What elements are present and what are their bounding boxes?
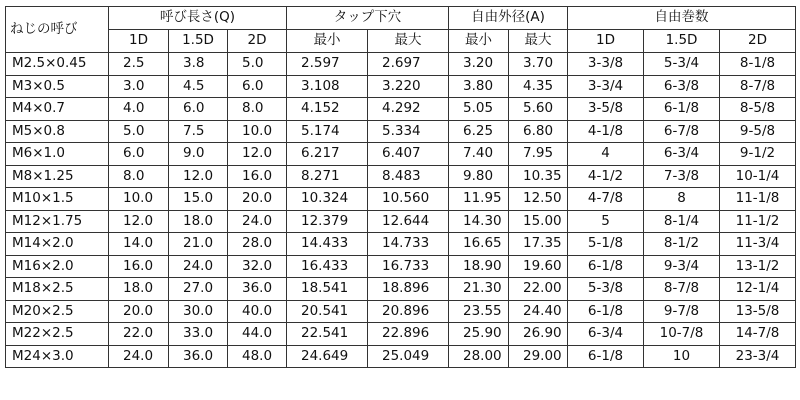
length-2d-cell: 28.0	[228, 233, 287, 256]
header-sub-row	[6, 30, 796, 53]
thread-size-cell: M4×0.7	[6, 98, 109, 121]
table-row	[6, 233, 796, 256]
tap-max-cell: 18.896	[368, 278, 449, 301]
tap-max-cell: 4.292	[368, 98, 449, 121]
diameter-max-cell: 12.50	[509, 188, 568, 211]
subheader-length-1-5d: 1.5D	[169, 30, 228, 53]
table-row	[6, 278, 796, 301]
length-2d-cell: 32.0	[228, 255, 287, 278]
length-1-5d-cell: 12.0	[169, 165, 228, 188]
table-row	[6, 143, 796, 166]
coils-2d-cell: 8-1/8	[720, 53, 796, 76]
length-1d-cell: 3.0	[109, 75, 169, 98]
subheader-tap-max: 最大	[368, 30, 449, 53]
length-1d-cell: 14.0	[109, 233, 169, 256]
diameter-min-cell: 11.95	[449, 188, 509, 211]
tap-min-cell: 5.174	[287, 120, 368, 143]
diameter-max-cell: 22.00	[509, 278, 568, 301]
coils-1-5d-cell: 9-3/4	[644, 255, 720, 278]
subheader-diameter-max: 最大	[509, 30, 568, 53]
coils-1d-cell: 4-1/8	[568, 120, 644, 143]
length-1d-cell: 18.0	[109, 278, 169, 301]
length-2d-cell: 20.0	[228, 188, 287, 211]
table-row	[6, 120, 796, 143]
tap-max-cell: 25.049	[368, 345, 449, 368]
subheader-length-2d: 2D	[228, 30, 287, 53]
tap-min-cell: 3.108	[287, 75, 368, 98]
thread-size-cell: M22×2.5	[6, 323, 109, 346]
coils-1d-cell: 6-1/8	[568, 345, 644, 368]
thread-size-header: ねじの呼び	[6, 7, 109, 53]
length-2d-cell: 36.0	[228, 278, 287, 301]
coils-2d-cell: 23-3/4	[720, 345, 796, 368]
diameter-min-cell: 28.00	[449, 345, 509, 368]
length-1-5d-cell: 18.0	[169, 210, 228, 233]
coils-2d-cell: 12-1/4	[720, 278, 796, 301]
thread-size-cell: M16×2.0	[6, 255, 109, 278]
diameter-max-cell: 6.80	[509, 120, 568, 143]
length-2d-cell: 12.0	[228, 143, 287, 166]
coils-1d-cell: 5-1/8	[568, 233, 644, 256]
coils-1-5d-cell: 6-3/8	[644, 75, 720, 98]
table-row	[6, 188, 796, 211]
subheader-coils-1-5d: 1.5D	[644, 30, 720, 53]
length-1d-cell: 6.0	[109, 143, 169, 166]
coils-1d-cell: 6-1/8	[568, 300, 644, 323]
length-1d-cell: 8.0	[109, 165, 169, 188]
diameter-min-cell: 21.30	[449, 278, 509, 301]
length-1-5d-cell: 30.0	[169, 300, 228, 323]
coils-1d-cell: 6-1/8	[568, 255, 644, 278]
subheader-coils-2d: 2D	[720, 30, 796, 53]
coils-1-5d-cell: 8-1/4	[644, 210, 720, 233]
coils-1d-cell: 3-3/8	[568, 53, 644, 76]
tap-min-cell: 20.541	[287, 300, 368, 323]
length-1d-cell: 4.0	[109, 98, 169, 121]
length-1d-cell: 24.0	[109, 345, 169, 368]
length-1-5d-cell: 9.0	[169, 143, 228, 166]
diameter-max-cell: 7.95	[509, 143, 568, 166]
length-2d-cell: 6.0	[228, 75, 287, 98]
header-group-row	[6, 7, 796, 30]
diameter-min-cell: 7.40	[449, 143, 509, 166]
coils-1-5d-cell: 5-3/4	[644, 53, 720, 76]
tap-max-cell: 8.483	[368, 165, 449, 188]
length-1d-cell: 20.0	[109, 300, 169, 323]
thread-size-cell: M24×3.0	[6, 345, 109, 368]
subheader-length-1d: 1D	[109, 30, 169, 53]
tap-min-cell: 18.541	[287, 278, 368, 301]
tap-min-cell: 16.433	[287, 255, 368, 278]
coils-1d-cell: 6-3/4	[568, 323, 644, 346]
table-row	[6, 323, 796, 346]
diameter-max-cell: 5.60	[509, 98, 568, 121]
diameter-min-cell: 14.30	[449, 210, 509, 233]
length-1-5d-cell: 4.5	[169, 75, 228, 98]
table-row	[6, 75, 796, 98]
tap-max-cell: 22.896	[368, 323, 449, 346]
length-2d-cell: 24.0	[228, 210, 287, 233]
length-1d-cell: 2.5	[109, 53, 169, 76]
table-body	[6, 53, 796, 368]
diameter-max-cell: 17.35	[509, 233, 568, 256]
tap-min-cell: 22.541	[287, 323, 368, 346]
diameter-min-cell: 23.55	[449, 300, 509, 323]
coils-1-5d-cell: 6-7/8	[644, 120, 720, 143]
free-coils-header: 自由巻数	[568, 7, 796, 30]
tap-max-cell: 16.733	[368, 255, 449, 278]
thread-size-cell: M8×1.25	[6, 165, 109, 188]
tap-max-cell: 10.560	[368, 188, 449, 211]
length-1d-cell: 22.0	[109, 323, 169, 346]
tap-drill-header: タップ下穴	[287, 7, 449, 30]
tap-max-cell: 2.697	[368, 53, 449, 76]
length-1d-cell: 16.0	[109, 255, 169, 278]
diameter-max-cell: 19.60	[509, 255, 568, 278]
tap-min-cell: 8.271	[287, 165, 368, 188]
diameter-min-cell: 9.80	[449, 165, 509, 188]
length-1d-cell: 5.0	[109, 120, 169, 143]
table-row	[6, 98, 796, 121]
coils-1-5d-cell: 8	[644, 188, 720, 211]
tap-max-cell: 3.220	[368, 75, 449, 98]
coils-2d-cell: 13-5/8	[720, 300, 796, 323]
diameter-min-cell: 3.20	[449, 53, 509, 76]
tap-min-cell: 2.597	[287, 53, 368, 76]
thread-size-cell: M12×1.75	[6, 210, 109, 233]
diameter-min-cell: 6.25	[449, 120, 509, 143]
table-row	[6, 300, 796, 323]
table-header	[6, 7, 796, 53]
table-row	[6, 255, 796, 278]
tap-max-cell: 6.407	[368, 143, 449, 166]
coils-1-5d-cell: 6-3/4	[644, 143, 720, 166]
tap-min-cell: 6.217	[287, 143, 368, 166]
diameter-min-cell: 18.90	[449, 255, 509, 278]
diameter-max-cell: 3.70	[509, 53, 568, 76]
tap-min-cell: 14.433	[287, 233, 368, 256]
length-2d-cell: 5.0	[228, 53, 287, 76]
coils-2d-cell: 13-1/2	[720, 255, 796, 278]
coils-1-5d-cell: 8-1/2	[644, 233, 720, 256]
coils-2d-cell: 14-7/8	[720, 323, 796, 346]
diameter-max-cell: 24.40	[509, 300, 568, 323]
subheader-tap-min: 最小	[287, 30, 368, 53]
diameter-min-cell: 5.05	[449, 98, 509, 121]
nominal-length-header: 呼び長さ(Q)	[109, 7, 287, 30]
thread-size-cell: M6×1.0	[6, 143, 109, 166]
table-row	[6, 345, 796, 368]
length-1-5d-cell: 36.0	[169, 345, 228, 368]
thread-size-cell: M2.5×0.45	[6, 53, 109, 76]
thread-size-cell: M20×2.5	[6, 300, 109, 323]
length-1-5d-cell: 6.0	[169, 98, 228, 121]
coils-1d-cell: 4-1/2	[568, 165, 644, 188]
coils-2d-cell: 11-1/8	[720, 188, 796, 211]
diameter-max-cell: 15.00	[509, 210, 568, 233]
length-2d-cell: 10.0	[228, 120, 287, 143]
diameter-max-cell: 29.00	[509, 345, 568, 368]
coils-2d-cell: 9-1/2	[720, 143, 796, 166]
length-1-5d-cell: 21.0	[169, 233, 228, 256]
thread-size-cell: M5×0.8	[6, 120, 109, 143]
tap-max-cell: 20.896	[368, 300, 449, 323]
length-1-5d-cell: 24.0	[169, 255, 228, 278]
coils-2d-cell: 10-1/4	[720, 165, 796, 188]
coils-1-5d-cell: 7-3/8	[644, 165, 720, 188]
coils-1d-cell: 4-7/8	[568, 188, 644, 211]
coils-1d-cell: 5-3/8	[568, 278, 644, 301]
subheader-diameter-min: 最小	[449, 30, 509, 53]
coils-1d-cell: 4	[568, 143, 644, 166]
coils-1-5d-cell: 9-7/8	[644, 300, 720, 323]
coils-1d-cell: 3-5/8	[568, 98, 644, 121]
length-2d-cell: 16.0	[228, 165, 287, 188]
diameter-min-cell: 25.90	[449, 323, 509, 346]
length-1d-cell: 12.0	[109, 210, 169, 233]
diameter-max-cell: 4.35	[509, 75, 568, 98]
tap-max-cell: 5.334	[368, 120, 449, 143]
length-2d-cell: 48.0	[228, 345, 287, 368]
thread-size-cell: M10×1.5	[6, 188, 109, 211]
tap-max-cell: 12.644	[368, 210, 449, 233]
tap-min-cell: 24.649	[287, 345, 368, 368]
table-row	[6, 53, 796, 76]
thread-size-cell: M14×2.0	[6, 233, 109, 256]
length-2d-cell: 44.0	[228, 323, 287, 346]
length-1-5d-cell: 3.8	[169, 53, 228, 76]
coils-1d-cell: 5	[568, 210, 644, 233]
coils-2d-cell: 11-1/2	[720, 210, 796, 233]
length-1-5d-cell: 7.5	[169, 120, 228, 143]
length-2d-cell: 40.0	[228, 300, 287, 323]
subheader-coils-1d: 1D	[568, 30, 644, 53]
table-row	[6, 210, 796, 233]
diameter-max-cell: 10.35	[509, 165, 568, 188]
length-1d-cell: 10.0	[109, 188, 169, 211]
coils-2d-cell: 9-5/8	[720, 120, 796, 143]
thread-size-cell: M3×0.5	[6, 75, 109, 98]
thread-size-cell: M18×2.5	[6, 278, 109, 301]
diameter-max-cell: 26.90	[509, 323, 568, 346]
table-row	[6, 165, 796, 188]
coils-1-5d-cell: 6-1/8	[644, 98, 720, 121]
coils-1-5d-cell: 10	[644, 345, 720, 368]
coils-2d-cell: 11-3/4	[720, 233, 796, 256]
coils-2d-cell: 8-7/8	[720, 75, 796, 98]
tap-min-cell: 12.379	[287, 210, 368, 233]
diameter-min-cell: 3.80	[449, 75, 509, 98]
free-diameter-header: 自由外径(A)	[449, 7, 568, 30]
tap-min-cell: 4.152	[287, 98, 368, 121]
length-2d-cell: 8.0	[228, 98, 287, 121]
coils-1-5d-cell: 10-7/8	[644, 323, 720, 346]
length-1-5d-cell: 15.0	[169, 188, 228, 211]
tap-min-cell: 10.324	[287, 188, 368, 211]
spec-table	[5, 6, 796, 368]
tap-max-cell: 14.733	[368, 233, 449, 256]
length-1-5d-cell: 33.0	[169, 323, 228, 346]
diameter-min-cell: 16.65	[449, 233, 509, 256]
length-1-5d-cell: 27.0	[169, 278, 228, 301]
coils-2d-cell: 8-5/8	[720, 98, 796, 121]
coils-1d-cell: 3-3/4	[568, 75, 644, 98]
coils-1-5d-cell: 8-7/8	[644, 278, 720, 301]
